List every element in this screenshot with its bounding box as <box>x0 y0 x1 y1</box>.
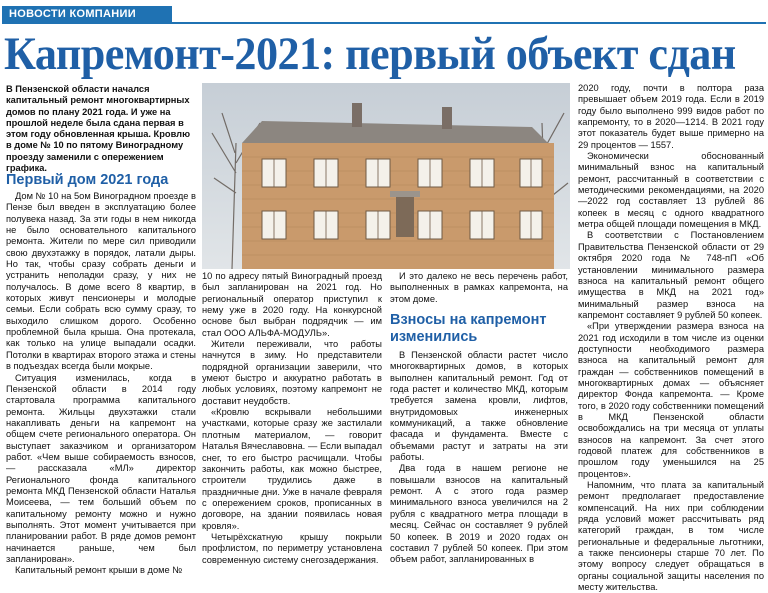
section-title-first-house: Первый дом 2021 года <box>6 172 169 188</box>
paragraph: Капитальный ремонт крыши в доме № <box>15 565 183 576</box>
paragraph: Экономически обоснованный минимальный взнос на капитальный ремонт, рассчитанный в соответствии с методическими рекомендациями, на 2020—2022 год составляет 13 рублей 86 копеек в месяц с одного квадратного метра общей площади помещения в МКД. <box>578 151 764 230</box>
column-4 <box>578 83 764 593</box>
paragraph: Ситуация изменилась, когда в Пензенской области в 2014 году стартовала программа капитального ремонта. Жильцы двухэтажки стали накапливать деньги на капремонт на общем счете регионального оператора. Он выступает заказчиком и организатором работ. «Чем выше собираемость взносов, — рассказала «МЛ» директор Регионального фонда капитального ремонта МКД Пензенской области Наталья Моисеева, — тем больший объем по капитальному ремонту можно и нужно выполнять. Этот момент учитывается при планировании работ. В ряде домов ремонт начинается раньше, чем был запланирован». <box>6 372 196 564</box>
paragraph: В Пензенской области растет число многоквартирных домов, в которых выполнен капитальный ремонт. Год от года растет и количество МКД, которым требуется замена кровли, лифтов, внутридомовых инженерных коммуникаций, а также обновление фасада и фундамента. Вместе с объемами растут и затраты на эти работы. <box>390 350 568 463</box>
section-title-fees: Взносы на капремонт изменились <box>390 312 547 345</box>
rubric-header <box>0 0 768 30</box>
column-2 <box>202 271 382 566</box>
rubric-label: НОВОСТИ КОМПАНИИ <box>2 6 172 22</box>
paragraph: И это далеко не весь перечень работ, выполненных в рамках капремонта, на этом доме. <box>390 271 568 304</box>
article-lead: В Пензенской области начался капитальный ремонт многоквартирных домов по плану 2021 года. И уже на прошлой неделе была сдана первая в этом году обновленная крыша. Кровлю в доме № 10 по пятому Виноградному проезду заменили с опережением графика. <box>6 84 191 174</box>
paragraph: Жители переживали, что работы начнутся в зиму. Но представители подрядной организации заверили, что умеют быстро и аккуратно работать в любых условиях, поэтому капремонт не доставит неудобств. <box>202 339 382 406</box>
paragraph: 10 по адресу пятый Виноградный проезд был запланирован на 2021 год. Но региональный оператор приступил к нему уже в 2020 году. На конкурсной основе был выбран подрядчик — им стал ООО АЛЬФА-МОДУЛЬ». <box>202 271 382 338</box>
paragraph: Дом № 10 на 5ом Виноградном проезде в Пензе был введен в эксплуатацию более полувека назад. За эти годы в нем никогда не было основательного капитального ремонта. Жители по мере сил приводили свою двухэтажку в порядок, латали дыры. Но так, чтобы сразу собрать деньги и устранить неполадки сразу, у них не получалось. В доме всего 8 квартир, в которых живут пенсионеры и молодые семьи. Если собрать всю сумму сразу, то выходило слишком дорого. Особенно проблемной была крыша. Она протекала, как только на улице выпадали осадки. Потолки в квартирах второго этажа и стены в подъездах всегда были мокрые. <box>6 191 196 372</box>
house-photo-illustration <box>202 83 570 269</box>
article-headline: Капремонт-2021: первый объект сдан <box>4 28 736 80</box>
rubric-rule <box>2 22 766 24</box>
paragraph: Напомним, что плата за капитальный ремонт предполагает предоставление компенсаций. На них при соблюдении ряда условий может рассчитывать ряд категорий граждан, в том числе региональные и федеральные льготники, а также пенсионеры старше 70 лет. По этому вопросу следует обращаться в органы социальной защиты населения по месту жительства. <box>578 480 764 593</box>
column-3-intro <box>390 271 568 305</box>
house-photo <box>202 83 570 269</box>
paragraph: 2020 году, почти в полтора раза превышает объем 2019 года. Если в 2019 году было выполнено 999 видов работ по капремонту, то в 2020—1214. В 2021 году этот показатель будет выше примерно на 29 процентов — 1557. <box>578 83 764 150</box>
column-1 <box>6 191 196 577</box>
paragraph: «Кровлю вскрывали небольшими участками, которые сразу же застилали плотным материалом, — говорит Наталья Вячеславовна. — Если выпадал снег, то его быстро расчищали. Чтобы закончить работы, как можно быстрее, строители трудились даже в праздничные дни. Уже в начале февраля с опережением сроков, прописанных в договоре, на здании появилась новая кровля». <box>202 407 382 531</box>
paragraph: Два года в нашем регионе не повышали взносов на капитальный ремонт. А с этого года размер минимального взноса увеличился на 2 рубля с квадратного метра площади в месяц. Сейчас он составляет 9 рублей 50 копеек. В 2019 и 2020 годах он составил 7 рублей 50 копеек. При этом объем работ, запланированных в <box>390 463 568 565</box>
paragraph: В соответствии с Постановлением Правительства Пензенской области от 29 октября 2020 года № 748-пП «Об установлении минимального размера взноса на капитальный ремонт общего имущества в МКД на 2021 год» минимальный размер взноса на капремонт составляет 9 рублей 50 копеек. <box>578 230 764 320</box>
column-3 <box>390 350 568 566</box>
paragraph: Четырёхскатную крышу покрыли профлистом, по периметру установлена современную систему снегозадержания. <box>202 531 382 565</box>
paragraph: «При утверждении размера взноса на 2021 год исходили в том числе из оценки доступности необходимого размера взноса на капитальный ремонт для граждан — собственников помещений в многоквартирных домах — объясняет директор Фонда капремонта. — Кроме того, в 2020 году собственники помещений в МКД Пензенской области освобождались на три месяца от уплаты взносов на капремонт. За счет этого годовой платеж для собственников в прошлом году уменьшился на 25 процентов». <box>578 321 764 479</box>
